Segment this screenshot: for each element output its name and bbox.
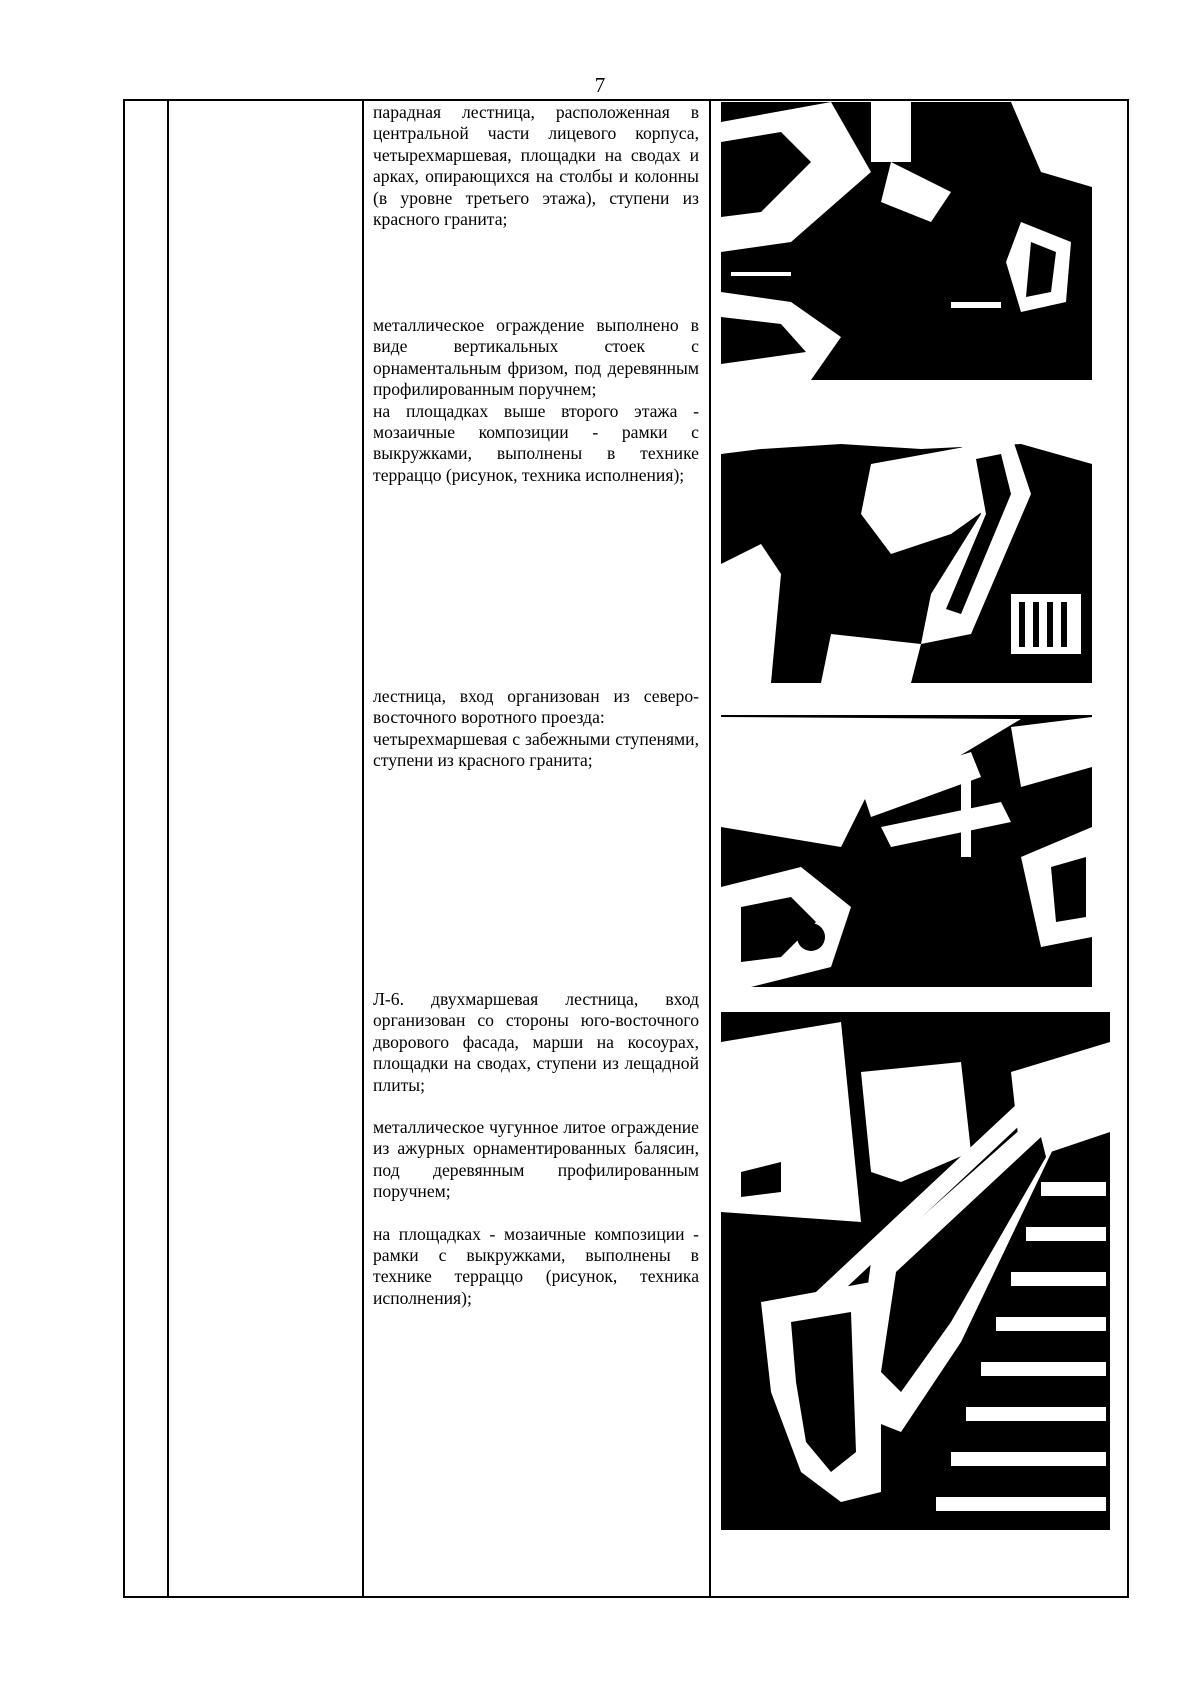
staircase-photo-2 <box>721 404 1092 683</box>
paragraph: на площадках - мозаичные композиции - рамки с выкружками, выполнены в технике терраццо (рисунок, техника исполнения); <box>373 1223 699 1308</box>
column-divider-3 <box>709 99 711 1598</box>
paragraph: Л-6. двухмаршевая лестница, вход организован со стороны юго-восточного дворового фасада, марши на косоурах, площадки на сводах, ступени из лещадной плиты; <box>373 989 699 1095</box>
staircase-photo-4 <box>721 1012 1110 1530</box>
paragraph: металлическое ограждение выполнено в виде вертикальных стоек с орнаментальным фризом, под деревянным профилированным поручнем; <box>373 315 699 400</box>
entry-description-1 <box>373 102 699 230</box>
entry-description-4 <box>373 989 699 1309</box>
page-number: 7 <box>594 73 606 97</box>
entry-description-3 <box>373 686 699 772</box>
entry-description-2 <box>373 315 699 486</box>
column-divider-1 <box>167 99 169 1598</box>
paragraph: металлическое чугунное литое ограждение из ажурных орнаментированных балясин, под деревянным профилированным поручнем; <box>373 1117 699 1202</box>
paragraph: четырехмаршевая с забежными ступенями, ступени из красного гранита; <box>373 728 699 771</box>
paragraph: на площадках выше второго этажа - мозаичные композиции - рамки с выкружками, выполнены в технике терраццо (рисунок, техника исполнения); <box>373 400 699 485</box>
staircase-photo-3 <box>721 707 1092 987</box>
paragraph: лестница, вход организован из северо-восточного воротного проезда: <box>373 686 699 728</box>
paragraph: парадная лестница, расположенная в центральной части лицевого корпуса, четырехмаршевая, площадки на сводах и арках, опирающихся на столбы и колонны (в уровне третьего этажа), ступени из красного гранита; <box>373 102 699 230</box>
column-divider-2 <box>362 99 364 1598</box>
staircase-photo-1 <box>721 102 1092 380</box>
